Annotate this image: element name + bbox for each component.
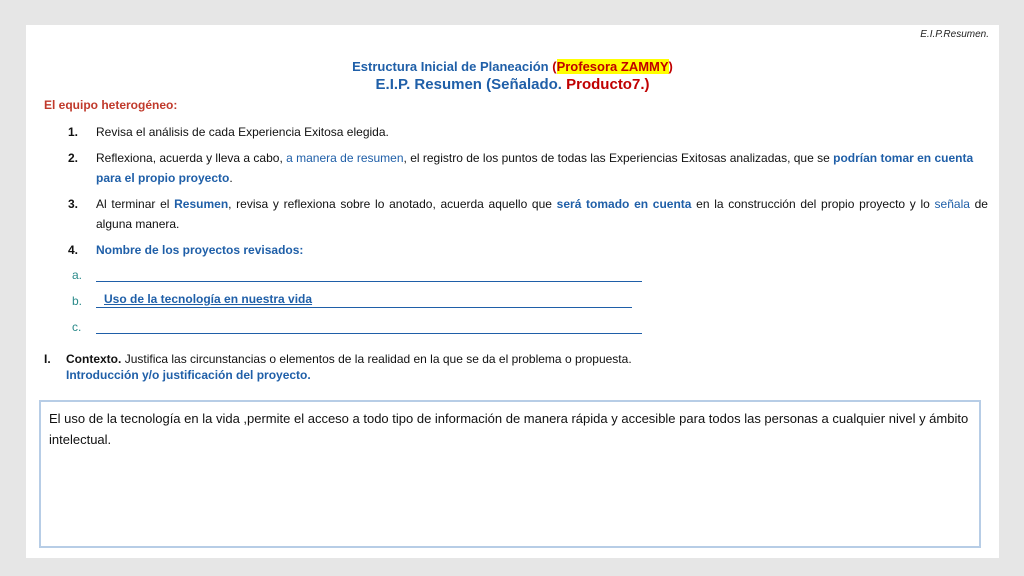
project-field[interactable] [96, 318, 642, 334]
item-text-post: de alguna manera. [96, 197, 988, 231]
item-number: 2. [68, 151, 79, 165]
item-text-mid: , el registro de los puntos de todas las Experiencias Exitosas analizadas, que se [403, 151, 830, 165]
section-number: I. [44, 352, 51, 366]
instruction-item-3 [68, 194, 988, 234]
item-text-pre: Reflexiona, acuerda y lleva a cabo, [96, 151, 283, 165]
title-paren-close: ) [668, 59, 673, 74]
project-name: Uso de la tecnología en nuestra vida [104, 292, 313, 306]
subtitle-product: Producto7.) [566, 76, 650, 93]
title-paren-open: ( [552, 59, 557, 74]
project-field[interactable] [96, 266, 642, 282]
project-entry-c [68, 318, 988, 344]
document-tag: E.I.P.Resumen. [920, 29, 989, 40]
item-number: 1. [68, 125, 79, 139]
context-text: Justifica las circunstancias o elementos de la realidad en la que se da el problema o propuesta. [124, 352, 632, 366]
slide-page [26, 25, 999, 558]
item-number: 3. [68, 197, 79, 211]
item-text-mid: en la construcción del propio proyecto y lo [696, 197, 930, 211]
project-letter: c. [72, 320, 82, 334]
project-field[interactable] [96, 292, 632, 308]
instruction-item-4 [68, 240, 988, 260]
project-letter: a. [72, 268, 83, 282]
document-title [26, 59, 999, 74]
item-text-post: . [229, 171, 233, 185]
project-entry-a [68, 266, 988, 292]
context-label: Contexto. [66, 352, 122, 366]
item-highlight: podrían tomar en cuenta para el propio proyecto [96, 151, 974, 185]
item-highlight: Resumen [174, 197, 229, 211]
item-highlight: será tomado en cuenta [556, 197, 692, 211]
instruction-item-1 [68, 122, 988, 142]
item-number: 4. [68, 243, 79, 257]
item-highlight: a manera de resumen [286, 151, 404, 165]
item-highlight: señala [934, 197, 970, 211]
title-main: Estructura Inicial de Planeación [352, 59, 549, 74]
team-label: El equipo heterogéneo: [44, 98, 178, 112]
project-entry-b [68, 292, 988, 318]
instruction-item-2 [68, 148, 988, 188]
item-text: Nombre de los proyectos revisados: [96, 243, 304, 257]
item-text-mid: , revisa y reflexiona sobre lo anotado, acuerda aquello que [228, 197, 552, 211]
project-letter: b. [72, 294, 83, 308]
item-text: Revisa el análisis de cada Experiencia Exitosa elegida. [96, 125, 389, 139]
context-section [44, 351, 632, 383]
subtitle-part1: E.I.P. Resumen (Señalado. [375, 76, 562, 93]
teacher-name: Profesora ZAMMY [556, 59, 669, 74]
instruction-list [68, 122, 988, 344]
answer-textbox[interactable]: El uso de la tecnología en la vida ,permite el acceso a todo tipo de información de manera rápida y accesible para todos las personas a cualquier nivel y ámbito intelectual. [39, 400, 981, 548]
context-intro: Introducción y/o justificación del proyecto. [66, 368, 311, 382]
document-subtitle [26, 76, 999, 93]
item-text-pre: Al terminar el [96, 197, 170, 211]
